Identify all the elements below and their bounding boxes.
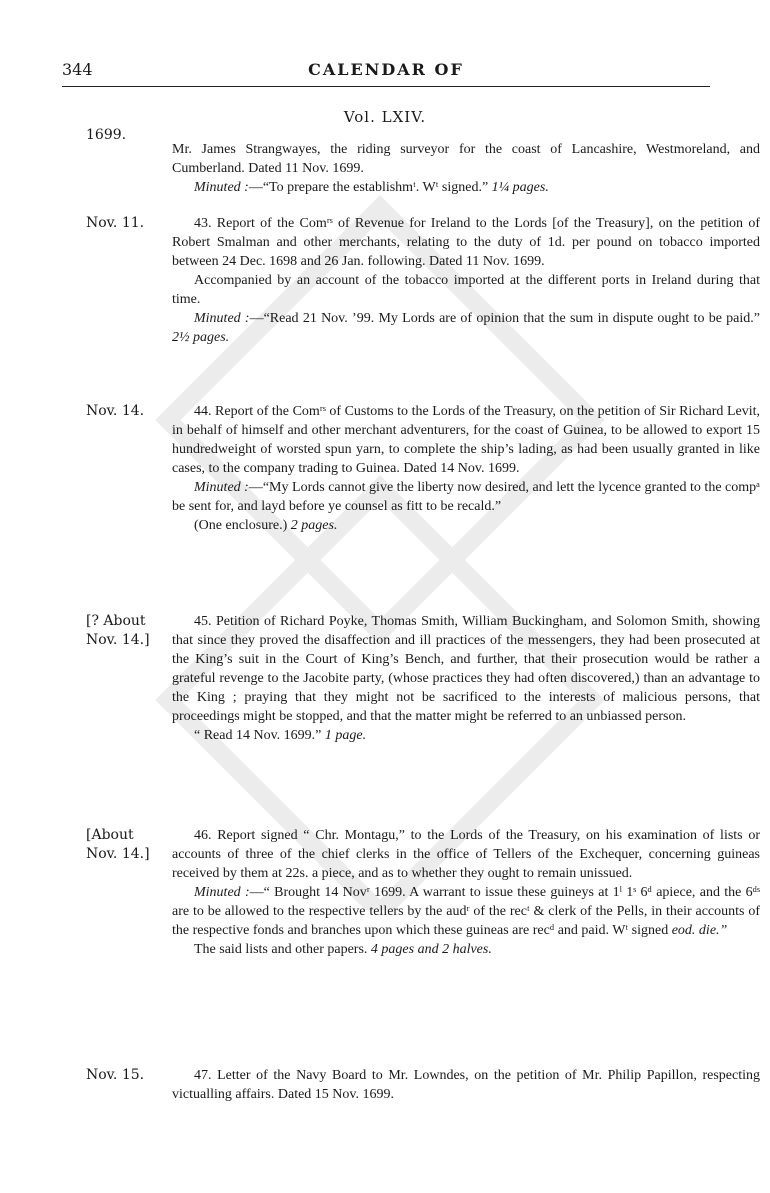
enclosure-note: (One enclosure.) xyxy=(194,518,288,533)
minute-label: Minuted : xyxy=(194,180,249,195)
minute-tail: eod. die.” xyxy=(671,923,728,938)
minute-label: Minuted : xyxy=(194,311,250,326)
entry-date: [About Nov. 14.] xyxy=(86,827,150,862)
page-count: 1¼ pages. xyxy=(491,180,549,195)
enclosure-note: The said lists and other papers. xyxy=(194,942,368,957)
entry-44 xyxy=(62,402,760,535)
minute-text: —“My Lords cannot give the liberty now desired, and lett the lycence granted to the compᵃ be sent for, and layd before ye counsel as fitt to be recald.” xyxy=(172,480,760,514)
entry-continued xyxy=(62,126,760,197)
minute-label: Minuted : xyxy=(194,885,250,900)
entry-45 xyxy=(62,612,760,745)
entry-47 xyxy=(62,1066,760,1104)
minute-label: Minuted : xyxy=(194,480,249,495)
entry-46 xyxy=(62,826,760,959)
minute-text: —“ Brought 14 Novʳ 1699. A warrant to issue these guineys at 1ˡ 1ˢ 6ᵈ apiece, and the 6ᵈˢ are to be allowed to the respective tellers by the audʳ of the recᵗ & clerk of the Pells, in their accounts of the respective fonds and branches upon which these guineas are recᵈ and paid. Wᵗ signed xyxy=(172,885,760,938)
entry-paragraph: 43. Report of the Comʳˢ of Revenue for Ireland to the Lords [of the Treasury], on the petition of Robert Smalman and other merchants, relating to the duty of 1d. per pound on tobacco imported between 24 Dec. 1698 and 26 Jan. following. Dated 11 Nov. 1699. xyxy=(172,216,760,269)
page-count: 1 page. xyxy=(324,728,367,743)
entry-paragraph: 45. Petition of Richard Poyke, Thomas Smith, William Buckingham, and Solomon Smith, showing that since they proved the disaffection and ill practices of the messengers, they had been prosecuted at the King’s suit in the Court of King’s Bench, and further, that their prosecution would be rather a grateful revenge to the Jacobite party, (whose practices they had often discovered,) than an advantage to the King ; praying that they might not be sacrificed to the interests of malicious persons, that proceedings might be stopped, and that the matter might be referred to an unbiassed person. xyxy=(172,614,760,724)
entry-paragraph: Mr. James Strangwayes, the riding surveyor for the coast of Lancashire, Westmoreland, and Cumberland. Dated 11 Nov. 1699. xyxy=(172,142,760,176)
volume-heading: Vol. LXIV. xyxy=(343,108,427,126)
entry-date: Nov. 14. xyxy=(86,403,145,419)
entry-date: [? About Nov. 14.] xyxy=(86,613,150,648)
page-count: 2 pages. xyxy=(290,518,338,533)
minute-text: —“Read 21 Nov. ’99. My Lords are of opinion that the sum in dispute ought to be paid.” xyxy=(249,311,760,326)
entry-paragraph: 46. Report signed “ Chr. Montagu,” to the Lords of the Treasury, on his examination of lists or accounts of three of the chief clerks in the office of Tellers of the Exchequer, concerning guineas received by them at 22s. a piece, and as to whether they ought to remain unissued. xyxy=(172,828,760,881)
page-count: 4 pages and 2 halves. xyxy=(370,942,492,957)
header-rule xyxy=(62,86,710,87)
entry-paragraph: Accompanied by an account of the tobacco imported at the different ports in Ireland during that time. xyxy=(172,273,760,307)
entry-date: Nov. 11. xyxy=(86,215,145,231)
running-title: CALENDAR OF xyxy=(308,60,464,79)
entry-date: Nov. 15. xyxy=(86,1067,145,1083)
page-header xyxy=(62,60,710,84)
entry-paragraph: 44. Report of the Comʳˢ of Customs to the Lords of the Treasury, on the petition of Sir Richard Levit, in behalf of himself and other merchant adventurers, for the coast of Guinea, to be allowed to export 15 hundredweight of worsted spun yarn, to complete the ship’s lading, as had been usually granted in like cases, to the company trading to Guinea. Dated 14 Nov. 1699. xyxy=(172,404,760,476)
page-count: 2½ pages. xyxy=(172,330,230,345)
minute-text: —“To prepare the establishmᵗ. Wᵗ signed.” xyxy=(248,180,489,195)
entry-paragraph: 47. Letter of the Navy Board to Mr. Lowndes, on the petition of Mr. Philip Papillon, respecting victualling affairs. Dated 15 Nov. 1699. xyxy=(172,1068,760,1102)
read-note: “ Read 14 Nov. 1699.” xyxy=(194,728,322,743)
entry-43 xyxy=(62,214,760,347)
entry-date: 1699. xyxy=(86,127,127,143)
page-number: 344 xyxy=(62,60,93,79)
